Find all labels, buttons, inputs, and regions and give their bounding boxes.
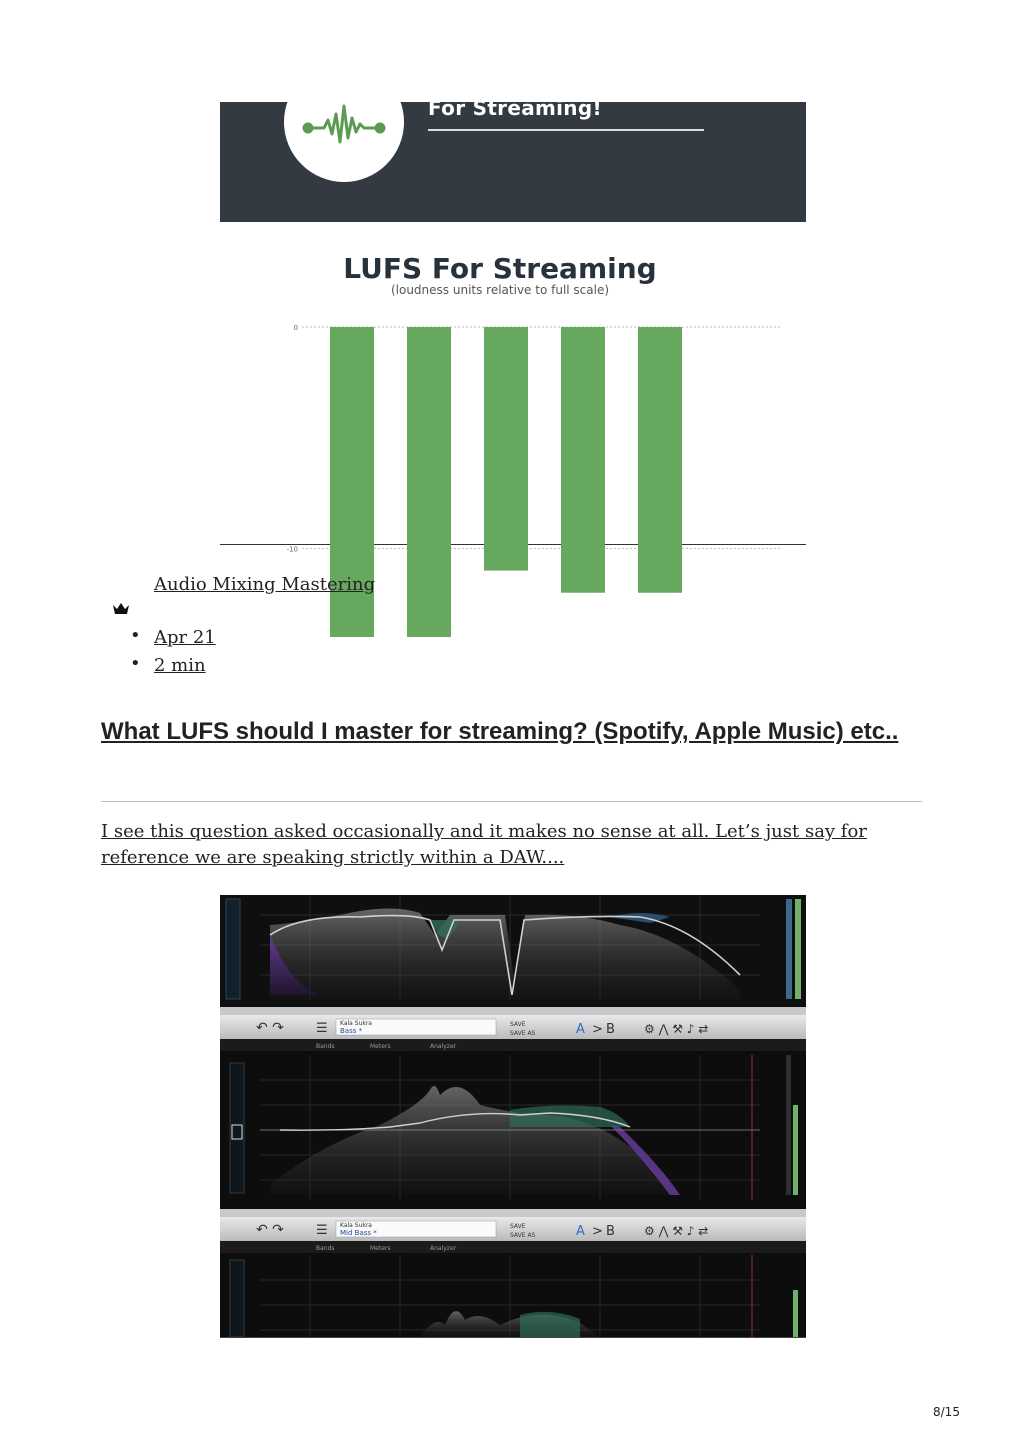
- svg-text:SAVE AS: SAVE AS: [510, 1030, 536, 1037]
- category-link[interactable]: Audio Mixing Mastering: [154, 574, 376, 595]
- waveform-logo-icon: [284, 62, 404, 182]
- bullet-icon: •: [130, 653, 141, 674]
- chart-ticks: [287, 324, 298, 553]
- svg-text:>: >: [592, 1224, 603, 1239]
- crown-icon: [112, 602, 130, 616]
- post-title-link[interactable]: What LUFS should I master for streaming? (Spotify, Apple Music) etc..: [101, 718, 899, 745]
- bullet-icon: •: [130, 625, 141, 646]
- svg-text:☰: ☰: [316, 1223, 328, 1238]
- chart-title: LUFS For Streaming: [343, 252, 657, 285]
- svg-text:A: A: [576, 1224, 585, 1239]
- chart-bar: [407, 327, 451, 637]
- title-divider: [101, 801, 922, 802]
- eq-toolbar-1: [220, 1007, 806, 1051]
- post-date-link[interactable]: Apr 21: [154, 627, 216, 648]
- chart-bar: [561, 327, 605, 593]
- read-time-link[interactable]: 2 min: [154, 655, 206, 676]
- eq-panel-middle: [220, 1051, 806, 1209]
- svg-text:SAVE AS: SAVE AS: [510, 1232, 536, 1239]
- lufs-bar-chart: [220, 222, 806, 554]
- svg-text:⚙ ⋀ ⚒ ♪ ⇄: ⚙ ⋀ ⚒ ♪ ⇄: [644, 1022, 709, 1036]
- svg-text:Analyzer: Analyzer: [430, 1245, 457, 1252]
- svg-text:Bass *: Bass *: [340, 1027, 363, 1035]
- svg-text:Analyzer: Analyzer: [430, 1043, 457, 1050]
- svg-text:Kala Sukra: Kala Sukra: [340, 1020, 372, 1027]
- chart-y-tick-label: 0: [293, 324, 298, 332]
- svg-text:⚙ ⋀ ⚒ ♪ ⇄: ⚙ ⋀ ⚒ ♪ ⇄: [644, 1224, 709, 1238]
- chart-bar: [484, 327, 528, 571]
- hero-image: [220, 96, 806, 554]
- chart-subtitle: (loudness units relative to full scale): [390, 283, 610, 297]
- svg-text:☰: ☰: [316, 1021, 328, 1036]
- svg-text:SAVE: SAVE: [510, 1021, 526, 1028]
- page-number: 8/15: [933, 1405, 960, 1419]
- svg-text:↶ ↷: ↶ ↷: [256, 1020, 284, 1036]
- svg-text:Bands: Bands: [316, 1043, 335, 1050]
- chart-y-tick-label: -10: [286, 545, 298, 554]
- banner-underline: [428, 129, 704, 131]
- eq-panel-bottom: [220, 1253, 806, 1337]
- svg-text:Kala Sukra: Kala Sukra: [340, 1222, 372, 1229]
- svg-text:↶ ↷: ↶ ↷: [256, 1222, 284, 1238]
- svg-text:Meters: Meters: [370, 1043, 391, 1050]
- chart-bars: [330, 327, 682, 637]
- svg-text:B: B: [606, 1224, 615, 1239]
- chart-bar: [638, 327, 682, 593]
- svg-text:Mid Bass *: Mid Bass *: [340, 1229, 377, 1237]
- hero-banner: [220, 96, 806, 222]
- eq-panel-top: [220, 895, 806, 1007]
- svg-text:A: A: [576, 1022, 585, 1037]
- banner-title: For Streaming!: [428, 96, 602, 120]
- svg-text:>: >: [592, 1022, 603, 1037]
- logo-badge: [284, 62, 404, 182]
- svg-text:B: B: [606, 1022, 615, 1037]
- eq-screenshot-image: [220, 895, 806, 1338]
- svg-text:Meters: Meters: [370, 1245, 391, 1252]
- svg-text:SAVE: SAVE: [510, 1223, 526, 1230]
- eq-plugin-screens: [220, 895, 806, 1337]
- eq-toolbar-2: [220, 1209, 806, 1253]
- svg-text:Bands: Bands: [316, 1245, 335, 1252]
- post-excerpt-link[interactable]: I see this question asked occasionally and it makes no sense at all. Let’s just say for reference we are speaking strictly within a DAW....: [101, 821, 867, 868]
